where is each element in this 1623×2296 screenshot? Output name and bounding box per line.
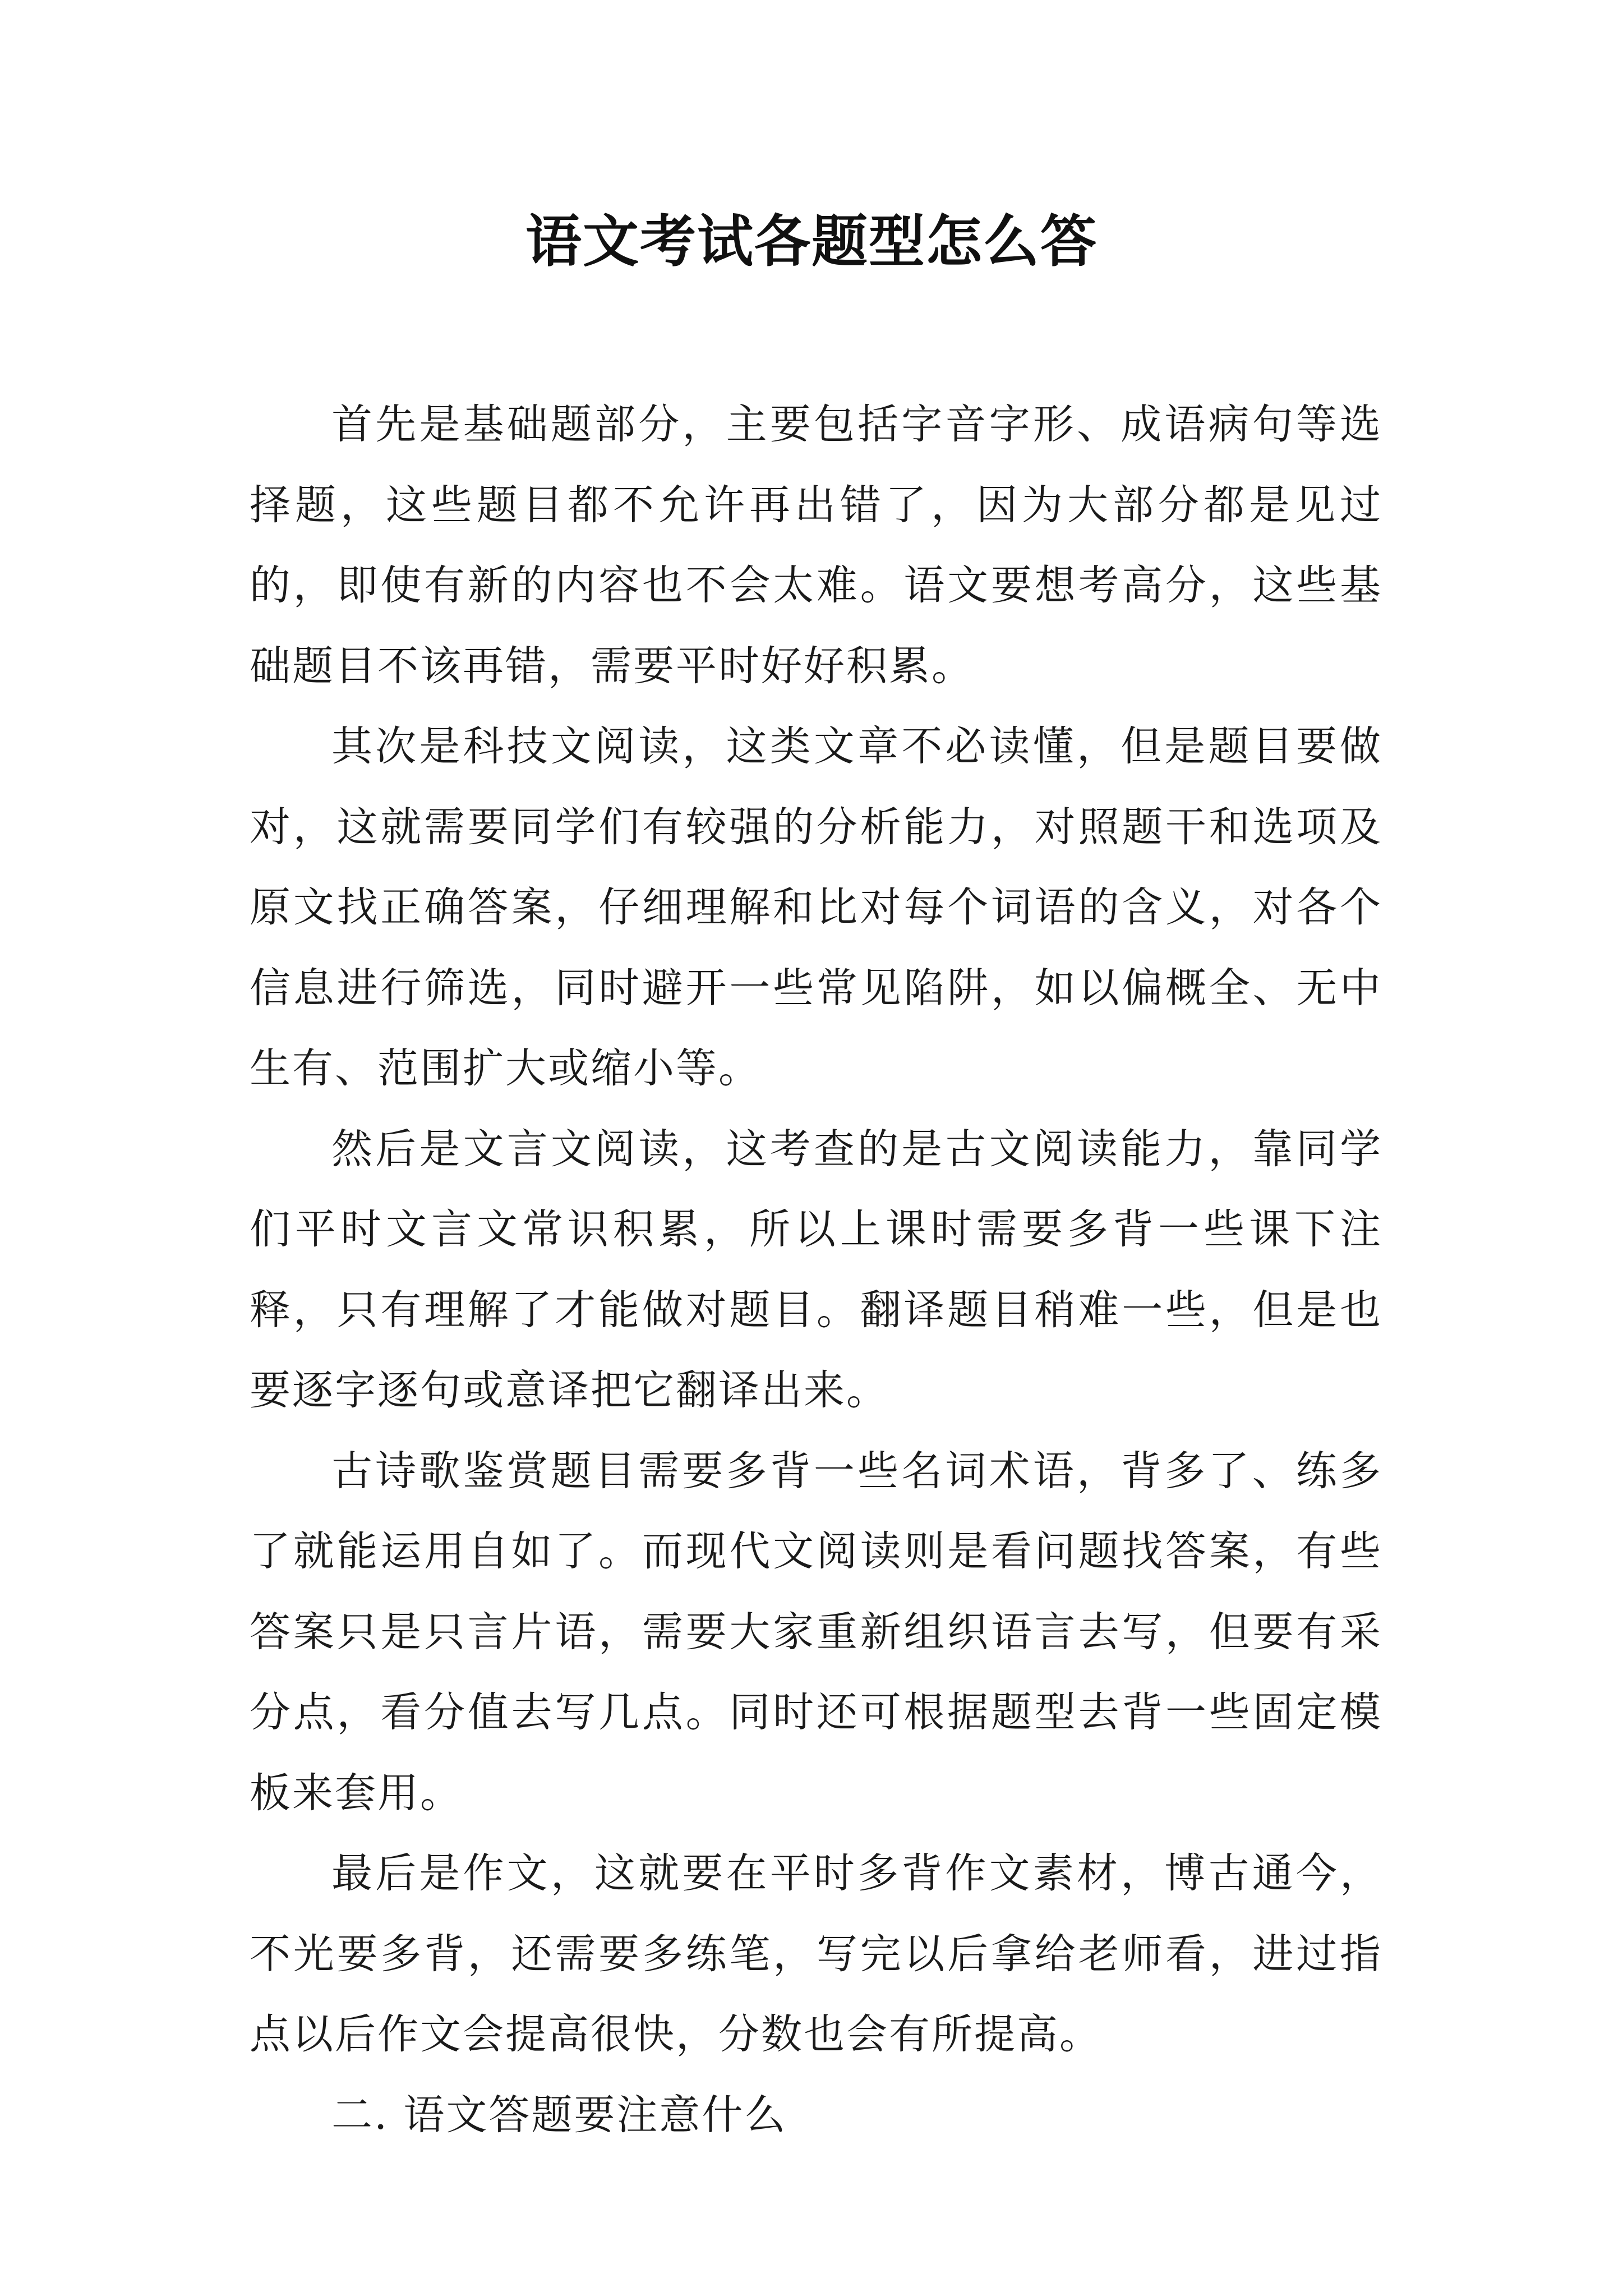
section-heading-2: 二. 语文答题要注意什么 [331,2091,787,2139]
paragraph-science-reading: 其次是科技文阅读，这类文章不必读懂，但是题目要做对，这就需要同学们有较强的分析能力，对照题干和选项及原文找正确答案，仔细理解和比对每个词语的含义，对各个信息进行筛选，同时避开一些常见陷阱，如以偏概全、无中生有、范围扩大或缩小等。 [250,723,1382,1092]
paragraph-poetry-modern-reading: 古诗歌鉴赏题目需要多背一些名词术语，背多了、练多了就能运用自如了。而现代文阅读则是看问题找答案，有些答案只是只言片语，需要大家重新组织语言去写，但要有采分点，看分值去写几点。同时还可根据题型去背一些固定模板来套用。 [250,1447,1382,1817]
paragraph-composition: 最后是作文，这就要在平时多背作文素材，博古通今，不光要多背，还需要多练笔，写完以后拿给老师看，进过指点以后作文会提高很快，分数也会有所提高。 [250,1849,1382,2058]
paragraph-basic-questions: 首先是基础题部分，主要包括字音字形、成语病句等选择题，这些题目都不允许再出错了，因为大部分都是见过的，即使有新的内容也不会太难。语文要想考高分，这些基础题目不该再错，需要平时好好积累。 [250,401,1382,690]
document-title: 语文考试各题型怎么答 [525,208,1098,274]
paragraph-classical-chinese: 然后是文言文阅读，这考查的是古文阅读能力，靠同学们平时文言文常识积累，所以上课时需要多背一些课下注释，只有理解了才能做对题目。翻译题目稍难一些，但是也要逐字逐句或意译把它翻译出来。 [250,1125,1382,1414]
document-body [250,384,1382,2155]
